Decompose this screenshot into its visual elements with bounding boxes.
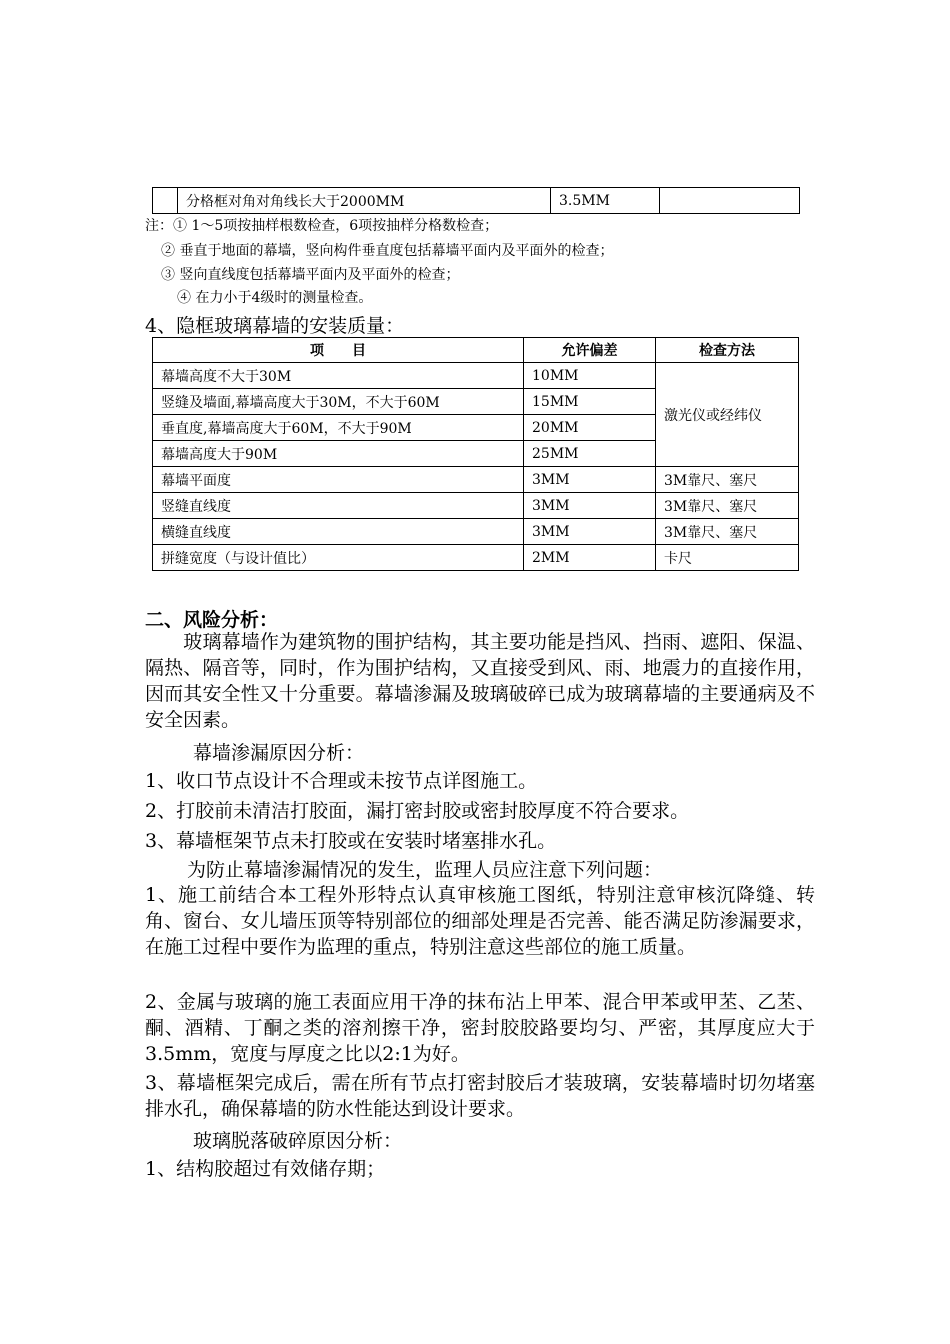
section-2-heading: 二、风险分析：: [145, 609, 279, 631]
cell-method: 卡尺: [656, 545, 799, 571]
table-row: [153, 363, 799, 389]
leak-causes-heading: 幕墙渗漏原因分析：: [193, 742, 365, 764]
cell-item: 幕墙高度不大于30M: [153, 363, 524, 389]
cell-tolerance: 20MM: [524, 415, 656, 441]
leak-cause-1: 1、收口节点设计不合理或未按节点详图施工。: [145, 770, 538, 792]
cell-method-merged: 激光仪或经纬仪: [656, 363, 799, 467]
quality-table: [152, 337, 799, 571]
prevention-item-2: 2、金属与玻璃的施工表面应用干净的抹布沾上甲苯、混合甲苯或甲苤、乙苤、酮、酒精、丁酮之类的溶剂擦干净，密封胶胶路要均匀、严密，其厚度应大于3.5mm，宽度与厚度之比以2:1为好。: [145, 991, 815, 1065]
cell-method: 3M靠尺、塞尺: [656, 493, 799, 519]
leak-cause-3: 3、幕墙框架节点未打胶或在安装时堵塞排水孔。: [145, 830, 557, 852]
header-item: 项 目: [153, 338, 524, 363]
cell-tolerance: 2MM: [524, 545, 656, 571]
cell-tolerance: 3MM: [524, 519, 656, 545]
cell-item: 竖缝直线度: [153, 493, 524, 519]
table-row: [153, 188, 800, 214]
note-line-3: ③ 竖向直线度包括幕墙平面内及平面外的检查；: [161, 267, 460, 283]
note-line-2: ② 垂直于地面的幕墙，竖向构件垂直度包括幕墙平面内及平面外的检查；: [161, 243, 614, 259]
header-tolerance: 允许偏差: [524, 338, 656, 363]
cell-tolerance: 3MM: [524, 467, 656, 493]
leak-cause-2: 2、打胶前未清洁打胶面，漏打密封胶或密封胶厚度不符合要求。: [145, 800, 690, 822]
note-line-4: ④ 在力小于4级时的测量检查。: [177, 290, 373, 306]
table-cell-value: 3.5MM: [551, 188, 660, 214]
table-row: [153, 467, 799, 493]
table-cell-empty: [660, 188, 800, 214]
prevention-heading: 为防止幕墙渗漏情况的发生，监理人员应注意下列问题：: [187, 859, 663, 881]
cell-tolerance: 15MM: [524, 389, 656, 415]
continuation-table: [152, 187, 800, 214]
table-row: [153, 545, 799, 571]
cell-tolerance: 3MM: [524, 493, 656, 519]
table-cell-empty: [153, 188, 178, 214]
prevention-item-1: 1、施工前结合本工程外形特点认真审核施工图纸，特别注意审核沉降缝、转角、窗台、女儿墙压顶等特别部位的细部处理是否完善、能否满足防渗漏要求，在施工过程中要作为监理的重点，特别注意这些部位的施工质量。: [145, 884, 815, 958]
breakage-cause-1: 1、结构胶超过有效储存期；: [145, 1158, 386, 1180]
cell-item: 幕墙高度大于90M: [153, 441, 524, 467]
cell-item: 横缝直线度: [153, 519, 524, 545]
cell-tolerance: 10MM: [524, 363, 656, 389]
table-row: [153, 519, 799, 545]
table-header-row: [153, 338, 799, 363]
section-4-heading: 4、隐框玻璃幕墙的安装质量：: [145, 315, 405, 337]
cell-item: 拼缝宽度（与设计值比）: [153, 545, 524, 571]
header-method: 检查方法: [656, 338, 799, 363]
cell-method: 3M靠尺、塞尺: [656, 467, 799, 493]
cell-item: 垂直度,幕墙高度大于60M，不大于90M: [153, 415, 524, 441]
table-row: [153, 493, 799, 519]
breakage-heading: 玻璃脱落破碎原因分析：: [193, 1130, 403, 1152]
cell-item: 幕墙平面度: [153, 467, 524, 493]
cell-item: 竖缝及墙面,幕墙高度大于30M，不大于60M: [153, 389, 524, 415]
table-cell-item: 分格框对角对角线长大于2000MM: [178, 188, 551, 214]
note-line-1: 注：① 1～5项按抽样根数检查，6项按抽样分格数检查；: [145, 218, 499, 234]
prevention-item-3: 3、幕墙框架完成后，需在所有节点打密封胶后才装玻璃，安装幕墙时切勿堵塞排水孔，确保幕墙的防水性能达到设计要求。: [145, 1072, 815, 1120]
intro-paragraph: 玻璃幕墙作为建筑物的围护结构，其主要功能是挡风、挡雨、遮阳、保温、隔热、隔音等，同时，作为围护结构，又直接受到风、雨、地震力的直接作用，因而其安全性又十分重要。幕墙渗漏及玻璃破碎已成为玻璃幕墙的主要通病及不安全因素。: [145, 631, 815, 731]
cell-tolerance: 25MM: [524, 441, 656, 467]
cell-method: 3M靠尺、塞尺: [656, 519, 799, 545]
